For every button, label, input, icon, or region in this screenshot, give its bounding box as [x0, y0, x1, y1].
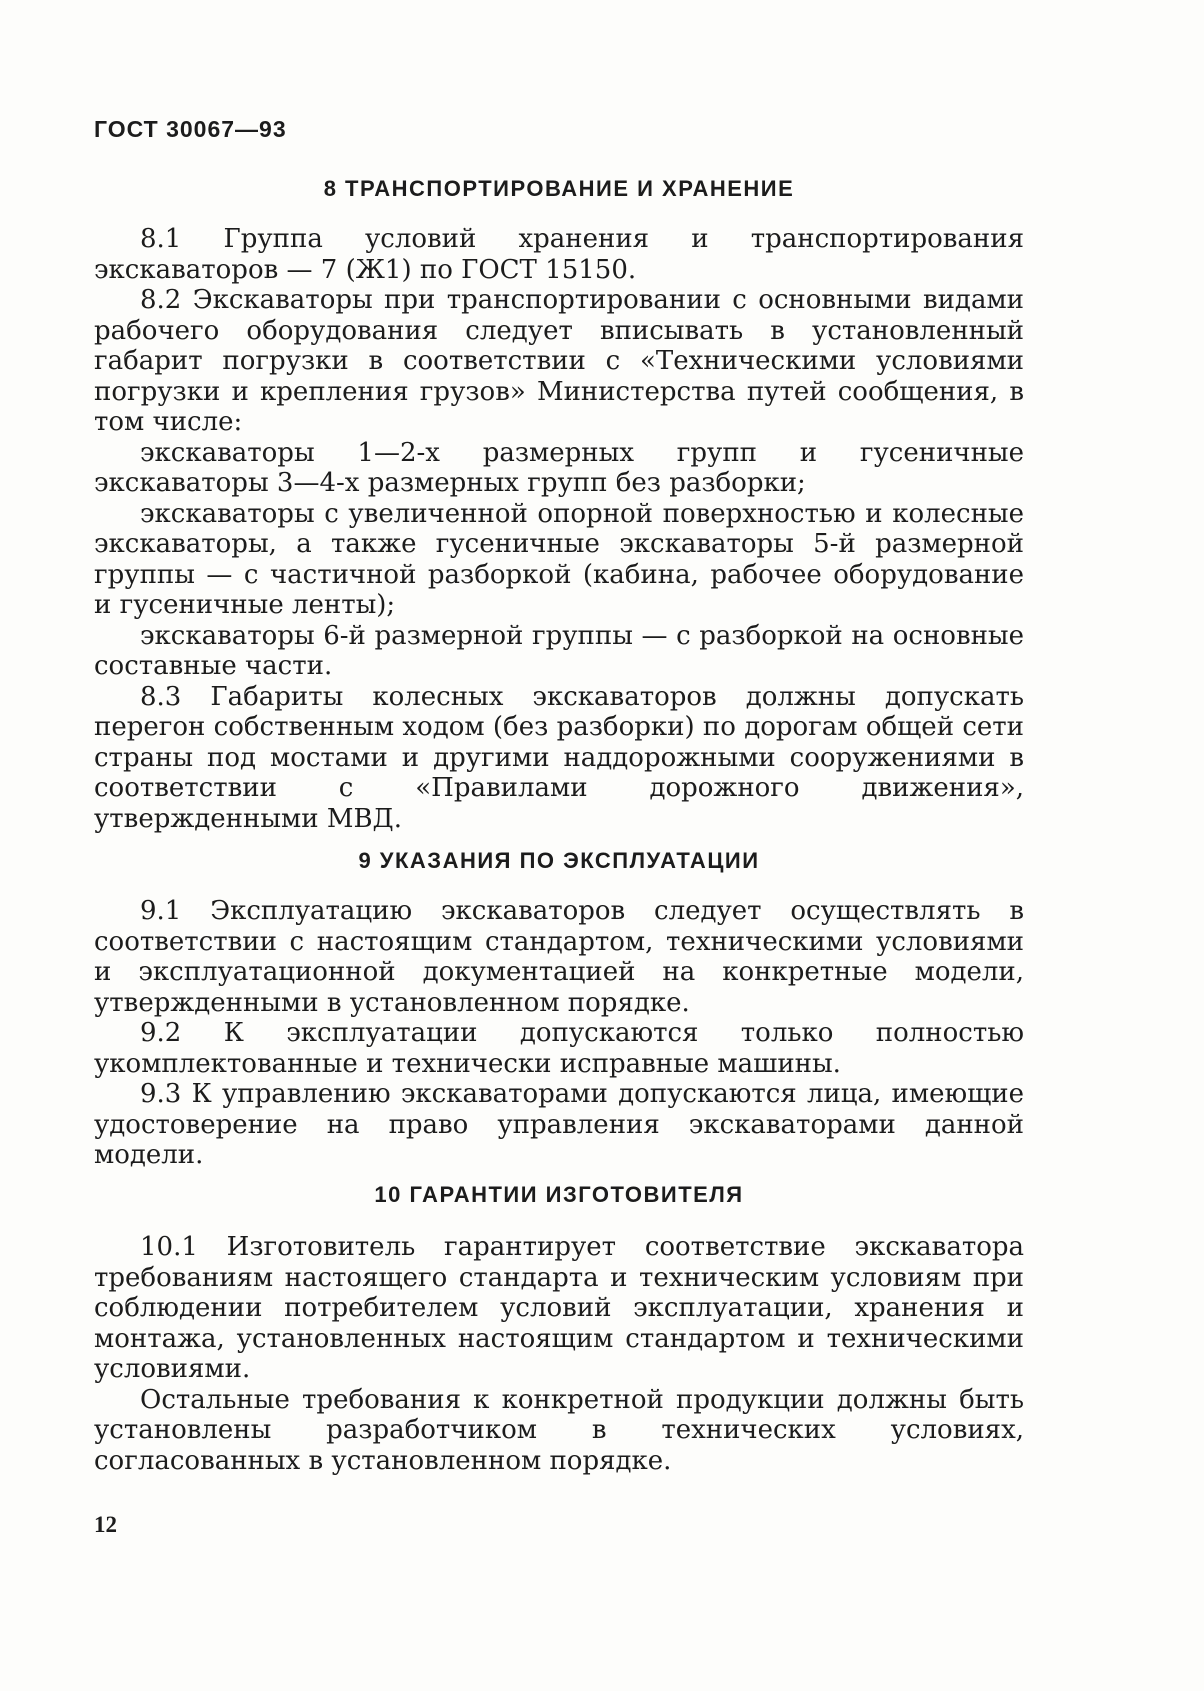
paragraph-10-1: 10.1 Изготовитель гарантирует соответствие экскаватора требованиям настоящего стандарта и техническим условиям при соблюдении потребителем условий эксплуатации, хранения и монтажа, установленных настоящим стандартом и техническими условиями. [94, 1232, 1024, 1384]
paragraph-8-2-item-2: экскаваторы с увеличенной опорной поверхностью и колесные экскаваторы, а также гусеничные экскаваторы 5-й размерной группы — с частичной разборкой (кабина, рабочее оборудование и гусеничные ленты); [94, 498, 1024, 620]
paragraph-10-2: Остальные требования к конкретной продукции должны быть установлены разработчиком в технических условиях, согласованных в установленном порядке. [94, 1384, 1024, 1476]
paragraph-8-2-item-3: экскаваторы 6-й размерной группы — с разборкой на основные составные части. [94, 620, 1024, 681]
section-8-body [94, 224, 1024, 834]
paragraph-8-2: 8.2 Экскаваторы при транспортировании с основными видами рабочего оборудования следует вписывать в установленный габарит погрузки в соответствии с «Техническими условиями погрузки и крепления грузов» Министерства путей сообщения, в том числе: [94, 285, 1024, 437]
paragraph-8-3: 8.3 Габариты колесных экскаваторов должны допускать перегон собственным ходом (без разборки) по дорогам общей сети страны под мостами и другими наддорожными сооружениями в соответствии с «Правилами дорожного движения», утвержденными МВД. [94, 681, 1024, 834]
section-10-body [94, 1232, 1024, 1476]
paragraph-9-2: 9.2 К эксплуатации допускаются только полностью укомплектованные и технически исправные машины. [94, 1018, 1024, 1079]
section-8-heading: 8 ТРАНСПОРТИРОВАНИЕ И ХРАНЕНИЕ [323, 176, 795, 201]
paragraph-9-1: 9.1 Эксплуатацию экскаваторов следует осуществлять в соответствии с настоящим стандартом, техническими условиями и эксплуатационной документацией на конкретные модели, утвержденными в установленном порядке. [94, 896, 1024, 1018]
section-9-heading: 9 УКАЗАНИЯ ПО ЭКСПЛУАТАЦИИ [358, 848, 760, 873]
page-number: 12 [94, 1512, 117, 1537]
paragraph-9-3: 9.3 К управлению экскаваторами допускаются лица, имеющие удостоверение на право управления экскаваторами данной модели. [94, 1079, 1024, 1170]
paragraph-8-2-item-1: экскаваторы 1—2-х размерных групп и гусеничные экскаваторы 3—4-х размерных групп без разборки; [94, 437, 1024, 498]
standard-code: ГОСТ 30067—93 [94, 116, 287, 142]
section-10-heading: 10 ГАРАНТИИ ИЗГОТОВИТЕЛЯ [374, 1182, 744, 1207]
section-9-body [94, 896, 1024, 1171]
paragraph-8-1: 8.1 Группа условий хранения и транспортирования экскаваторов — 7 (Ж1) по ГОСТ 15150. [94, 224, 1024, 285]
